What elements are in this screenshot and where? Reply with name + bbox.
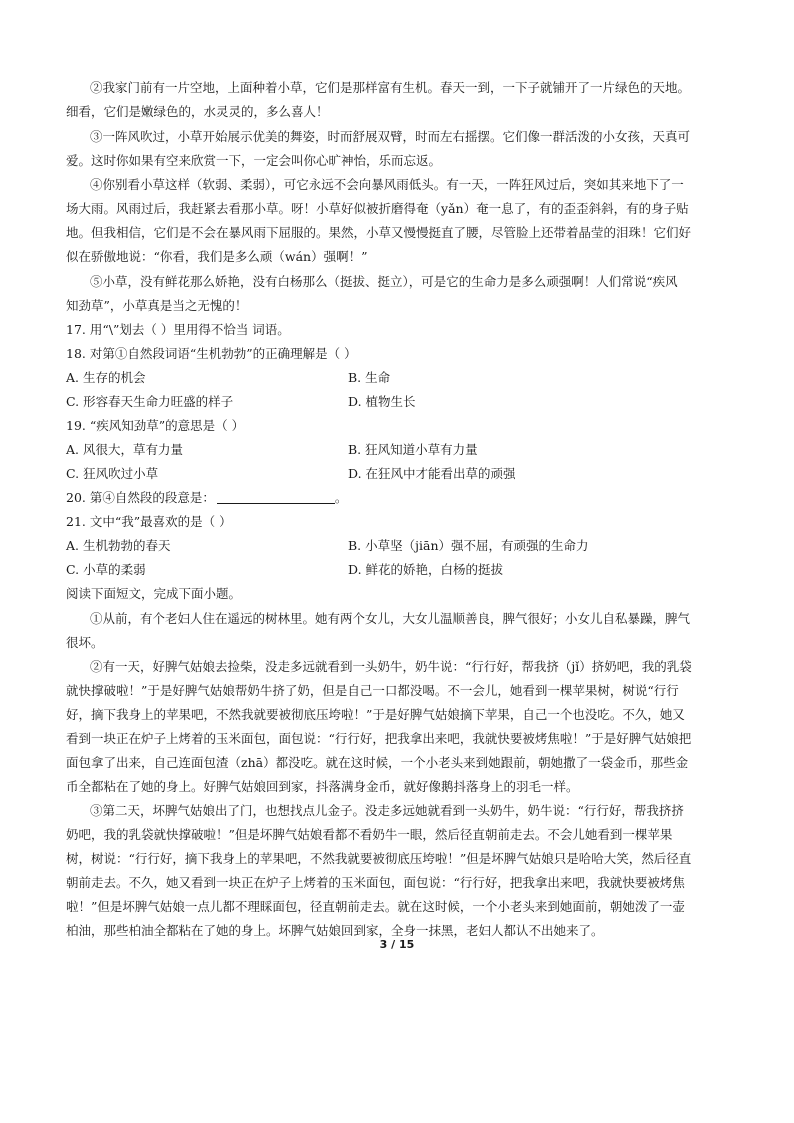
story-paragraph-2-line-3: 好，摘下我身上的苹果吧，不然我就要被彻底压垮啦！”于是好脾气姑娘摘下苹果，自己一个也没吃。不久，她又 <box>66 707 685 722</box>
answer-blank[interactable] <box>217 487 335 504</box>
paragraph-2-line-2: 细看，它们是嫩绿色的，水灵灵的，多么喜人！ <box>66 104 329 119</box>
paragraph-4-line-1: ④你别看小草这样（软弱、柔弱），可它永远不会向暴风雨低头。有一天，一阵狂风过后，突如其来地下了一 <box>90 177 684 192</box>
question-20-end: 。 <box>334 490 348 505</box>
story-paragraph-3-line-3: 树，树说：“行行好，摘下我身上的苹果吧，不然我就要被彻底压垮啦！”但是坏脾气姑娘只是哈哈大笑，然后径直 <box>66 851 692 866</box>
story-paragraph-1-line-1: ①从前，有个老妇人住在遥远的树林里。她有两个女儿，大女儿温顺善良，脾气很好；小女儿自私暴躁，脾气 <box>90 611 691 626</box>
story-paragraph-3-line-1: ③第二天，坏脾气姑娘出了门，也想找点儿金子。没走多远她就看到一头奶牛，奶牛说：“行行好，帮我挤挤 <box>90 803 684 818</box>
question-21-option-c[interactable]: C. 小草的柔弱 <box>66 562 146 577</box>
story-paragraph-3-line-2: 奶吧，我的乳袋就快撑破啦！”但是坏脾气姑娘看都不看奶牛一眼，然后径直朝前走去。不会儿她看到一棵苹果 <box>66 827 673 842</box>
reading-instruction: 阅读下面短文，完成下面小题。 <box>66 586 242 601</box>
story-paragraph-3-line-5: 啦！”但是坏脾气姑娘一点儿都不理睬面包，径直朝前走去。就在这时候，一个小老头来到她面前，朝她泼了一壶 <box>66 899 685 914</box>
question-19-option-b[interactable]: B. 狂风知道小草有力量 <box>348 442 478 457</box>
story-paragraph-3-line-4: 朝前走去。不久，她又看到一块正在炉子上烤着的玉米面包，面包说：“行行好，把我拿出来吧，我就快要被烤焦 <box>66 875 685 890</box>
story-paragraph-2-line-2: 就快撑破啦！”于是好脾气姑娘帮奶牛挤了奶，但是自己一口都没喝。不一会儿，她看到一棵苹果树，树说“行行 <box>66 683 679 698</box>
question-18-option-d[interactable]: D. 植物生长 <box>348 394 416 409</box>
paragraph-3-line-2: 爱。这时你如果有空来欣赏一下，一定会叫你心旷神怡，乐而忘返。 <box>66 153 442 168</box>
question-17: 17. 用“\”划去（ ）里用得不恰当 词语。 <box>66 322 290 337</box>
paragraph-4-line-2: 场大雨。风雨过后，我赶紧去看那小草。呀！小草好似被折磨得奄（yǎn）奄一息了，有的歪歪斜斜，有的身子贴 <box>66 201 689 216</box>
question-18-stem: 18. 对第①自然段词语“生机勃勃”的正确理解是（ ） <box>66 346 357 361</box>
question-20-stem: 20. 第④自然段的段意是： <box>66 490 215 505</box>
question-18-option-b[interactable]: B. 生命 <box>348 370 391 385</box>
paragraph-5-line-2: 知劲草”，小草真是当之无愧的！ <box>66 298 248 313</box>
question-21-option-b[interactable]: B. 小草坚（jiān）强不屈，有顽强的生命力 <box>348 538 589 553</box>
page-number: 3 / 15 <box>379 938 415 951</box>
question-19-option-d[interactable]: D. 在狂风中才能看出草的顽强 <box>348 466 516 481</box>
question-20 <box>66 486 347 510</box>
question-18-option-c[interactable]: C. 形容春天生命力旺盛的样子 <box>66 394 234 409</box>
question-18-option-a[interactable]: A. 生存的机会 <box>66 370 146 385</box>
story-paragraph-3-line-6: 柏油，那些柏油全都粘在了她的身上。坏脾气姑娘回到家，全身一抹黑，老妇人都认不出她来了。 <box>66 923 604 938</box>
story-paragraph-2-line-4: 看到一块正在炉子上烤着的玉米面包，面包说：“行行好，把我拿出来吧，我就快要被烤焦啦！”于是好脾气姑娘把 <box>66 731 692 746</box>
question-19-option-c[interactable]: C. 狂风吹过小草 <box>66 466 159 481</box>
paragraph-4-line-4: 似在骄傲地说：“你看，我们是多么顽（wán）强啊！” <box>66 249 368 264</box>
paragraph-4-line-3: 地。但我相信，它们是不会在暴风雨下屈服的。果然，小草又慢慢挺直了腰，尽管脸上还带着晶莹的泪珠！它们好 <box>66 225 692 240</box>
question-21-stem: 21. 文中“我”最喜欢的是（ ） <box>66 514 232 529</box>
question-19-stem: 19. “疾风知劲草”的意思是（ ） <box>66 418 245 433</box>
paragraph-2-line-1: ②我家门前有一片空地，上面种着小草，它们是那样富有生机。春天一到，一下子就铺开了一片绿色的天地。 <box>90 80 691 95</box>
paragraph-3-line-1: ③一阵风吹过，小草开始展示优美的舞姿，时而舒展双臂，时而左右摇摆。它们像一群活泼的小女孩，天真可 <box>90 129 691 144</box>
question-19-option-a[interactable]: A. 风很大，草有力量 <box>66 442 183 457</box>
story-paragraph-1-line-2: 很坏。 <box>66 635 104 650</box>
question-21-option-a[interactable]: A. 生机勃勃的春天 <box>66 538 171 553</box>
story-paragraph-2-line-1: ②有一天，好脾气姑娘去捡柴，没走多远就看到一头奶牛，奶牛说：“行行好，帮我挤（jǐ）挤奶吧，我的乳袋 <box>90 659 692 674</box>
paragraph-5-line-1: ⑤小草，没有鲜花那么娇艳，没有白杨那么（挺拔、挺立），可是它的生命力是多么顽强啊！人们常说“疾风 <box>90 274 678 289</box>
question-21-option-d[interactable]: D. 鲜花的娇艳，白杨的挺拔 <box>348 562 504 577</box>
story-paragraph-2-line-5: 面包拿了出来，自己连面包渣（zhā）都没吃。就在这时候，一个小老头来到她跟前，朝她撒了一袋金币，那些金 <box>66 755 689 770</box>
story-paragraph-2-line-6: 币全都粘在了她的身上。好脾气姑娘回到家，抖落满身金币，就好像鹅抖落身上的羽毛一样。 <box>66 779 579 794</box>
